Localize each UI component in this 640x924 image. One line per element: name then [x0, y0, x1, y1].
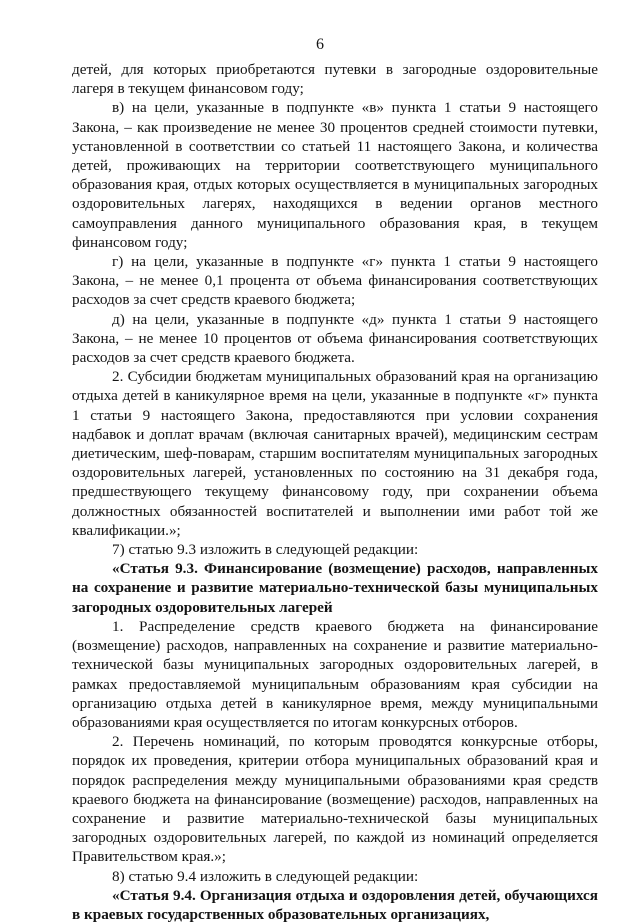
paragraph: г) на цели, указанные в подпункте «г» пункта 1 статьи 9 настоящего Закона, – не менее 0,1 процента от объема финансирования соответствующих расходов за счет средств краевого бюджета;: [72, 253, 598, 309]
paragraph: д) на цели, указанные в подпункте «д» пункта 1 статьи 9 настоящего Закона, – не менее 10 процентов от объема финансирования соответствующих расходов за счет средств краевого бюджета.: [72, 310, 598, 367]
paragraph: детей, для которых приобретаются путевки в загородные оздоровительные лагеря в текущем финансовом году;: [72, 61, 598, 98]
paragraph: 7) статью 9.3 изложить в следующей редакции:: [112, 541, 419, 559]
document-body: [72, 60, 598, 924]
paragraph: 8) статью 9.4 изложить в следующей редакции:: [112, 867, 419, 885]
page-number: 6: [316, 36, 324, 53]
paragraph: 1. Распределение средств краевого бюджета на финансирование (возмещение) расходов, направленных на сохранение и развитие материально-технической базы муниципальных загородных оздоровительных лагерей, в рамках предоставляемой муниципальным образованиям края субсидии на организацию отдыха детей в каникулярное время, между муниципальными образованиями края осуществляется по итогам конкурсных отборов.: [72, 617, 598, 731]
paragraph: 2. Субсидии бюджетам муниципальных образований края на организацию отдыха детей в каникулярное время на цели, указанные в подпункте «г» пункта 1 статьи 9 настоящего Закона, предоставляются при условии сохранения надбавок и доплат врачам (включая санитарных врачей), медицинским сестрам диетическим, шеф-поварам, старшим воспитателям муниципальных загородных оздоровительных лагерей, установленных по состоянию на 31 декабря года, предшествующего текущему финансовому году, при сохранении объема должностных обязанностей воспитателей и выполнении ими работ той же квалификации.»;: [72, 368, 598, 539]
paragraph: 2. Перечень номинаций, по которым проводятся конкурсные отборы, порядок их проведения, критерии отбора муниципальных образований края и порядок распределения между муниципальными образованиями края средств краевого бюджета на финансирование (возмещение) расходов, направленных на сохранение и развитие материально-технической базы муниципальных загородных оздоровительных лагерей, по каждой из номинаций определяется Правительством края.»;: [72, 733, 598, 866]
article-heading: «Статья 9.3. Финансирование (возмещение) расходов, направленных на сохранение и развитие материально-технической базы муниципальных загородных оздоровительных лагерей: [72, 560, 598, 616]
article-heading: «Статья 9.4. Организация отдыха и оздоровления детей, обучающихся в краевых государственных образовательных организациях,: [72, 886, 598, 923]
paragraph: в) на цели, указанные в подпункте «в» пункта 1 статьи 9 настоящего Закона, – как произведение не менее 30 процентов средней стоимости путевки, установленной в соответствии со статьей 11 настоящего Закона, и количества детей, проживающих на территории соответствующего муниципального образования края, отдых которых осуществляется в муниципальных загородных оздоровительных лагерях, находящихся в ведении органов местного самоуправления данного муниципального образования края, в текущем финансовом году;: [72, 99, 598, 251]
